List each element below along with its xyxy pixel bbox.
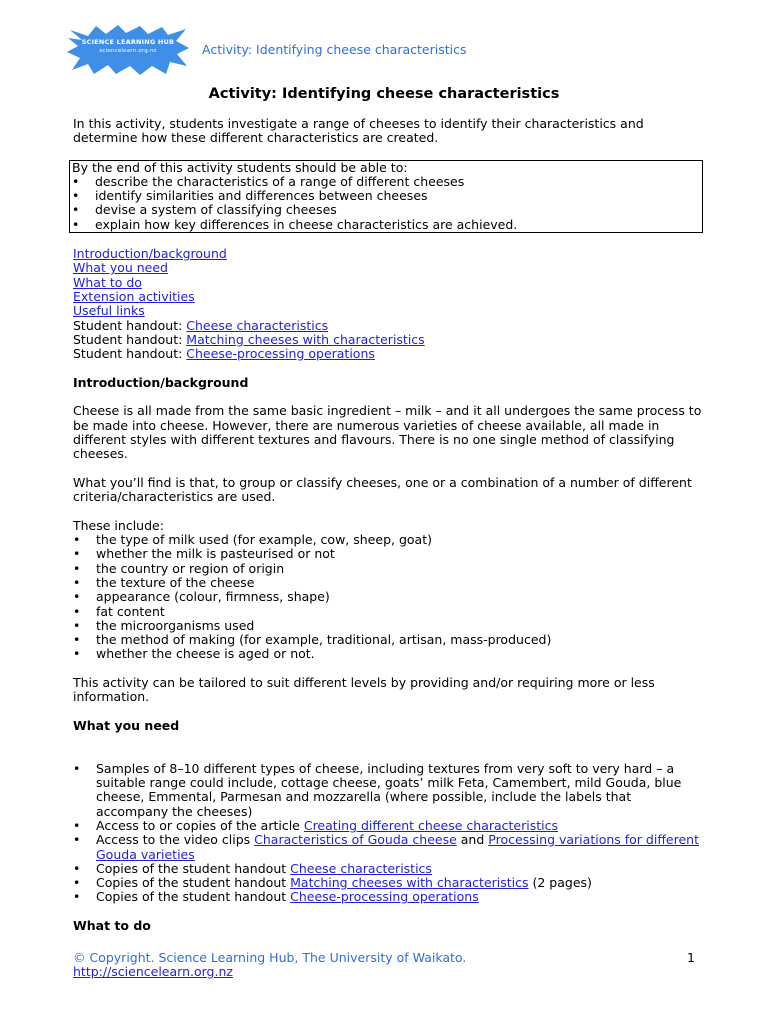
objectives-box bbox=[69, 160, 703, 233]
list-item: • the microorganisms used bbox=[73, 619, 703, 633]
item-text: Copies of the student handout bbox=[96, 860, 291, 876]
link-video-gouda-characteristics[interactable]: Characteristics of Gouda cheese bbox=[254, 832, 457, 848]
science-learning-hub-logo bbox=[66, 24, 190, 76]
item-text: Copies of the student handout bbox=[96, 875, 291, 891]
link-handout-processing-operations[interactable]: Cheese-processing operations bbox=[290, 889, 479, 905]
handout-label: Student handout: bbox=[73, 346, 187, 362]
list-item bbox=[73, 819, 703, 833]
criteria-list bbox=[73, 533, 703, 662]
footer-url-link[interactable]: http://sciencelearn.org.nz bbox=[73, 964, 233, 980]
handout-link-processing-operations[interactable]: Cheese-processing operations bbox=[186, 346, 375, 362]
heading-what-you-need: What you need bbox=[73, 717, 180, 733]
heading-what-to-do: What to do bbox=[73, 918, 151, 934]
list-item bbox=[73, 890, 703, 904]
list-item: • the method of making (for example, traditional, artisan, mass-produced) bbox=[73, 633, 703, 647]
background-paragraph-1: Cheese is all made from the same basic ingredient – milk – and it all undergoes the same process to be made into cheese. However, there are numerous varieties of cheese available, all made in different styles with different textures and flavours. There is no one single method of classifying cheeses. bbox=[73, 403, 702, 462]
list-item: • whether the cheese is aged or not. bbox=[73, 647, 703, 661]
table-of-contents bbox=[73, 247, 703, 361]
item-text: (2 pages) bbox=[528, 875, 592, 891]
page-footer bbox=[73, 951, 695, 980]
intro-paragraph: In this activity, students investigate a range of cheeses to identify their characteristics and determine how these different characteristics are created. bbox=[73, 116, 644, 146]
link-video-processing-variations[interactable]: Processing variations for different Gouda varieties bbox=[96, 832, 699, 862]
document-body bbox=[73, 117, 703, 933]
list-item: • the country or region of origin bbox=[73, 562, 703, 576]
list-item: • the type of milk used (for example, cow, sheep, goat) bbox=[73, 533, 703, 547]
objectives-lead: By the end of this activity students should be able to: bbox=[72, 159, 408, 175]
logo-name: SCIENCE LEARNING HUB bbox=[81, 38, 175, 46]
objectives-list bbox=[72, 175, 698, 232]
list-item: • the texture of the cheese bbox=[73, 576, 703, 590]
list-item: • appearance (colour, firmness, shape) bbox=[73, 590, 703, 604]
link-handout-cheese-characteristics[interactable]: Cheese characteristics bbox=[290, 860, 432, 876]
link-creating-cheese-characteristics[interactable]: Creating different cheese characteristics bbox=[303, 817, 559, 833]
toc-link-what-you-need[interactable]: What you need bbox=[73, 260, 168, 276]
list-item: • identify similarities and differences between cheeses bbox=[72, 189, 698, 203]
page-number: 1 bbox=[687, 950, 695, 965]
item-text: Access to the video clips bbox=[96, 832, 255, 848]
page-title: Activity: Identifying cheese characteristics bbox=[208, 86, 560, 102]
list-item: • describe the characteristics of a range of different cheeses bbox=[72, 175, 698, 189]
item-text: Access to or copies of the article bbox=[96, 817, 304, 833]
link-handout-matching-cheeses[interactable]: Matching cheeses with characteristics bbox=[290, 875, 529, 891]
background-paragraph-2: What you’ll find is that, to group or classify cheeses, one or a combination of a number of different criteria/characteristics are used. bbox=[73, 474, 692, 505]
toc-link-extension[interactable]: Extension activities bbox=[73, 288, 195, 304]
list-item bbox=[73, 862, 703, 876]
header-title: Activity: Identifying cheese characteristics bbox=[202, 42, 467, 57]
list-item: • whether the milk is pasteurised or not bbox=[73, 547, 703, 561]
toc-link-what-to-do[interactable]: What to do bbox=[73, 274, 142, 290]
list-item bbox=[73, 876, 703, 890]
handout-link-matching-cheeses[interactable]: Matching cheeses with characteristics bbox=[186, 331, 425, 347]
list-item: • fat content bbox=[73, 605, 703, 619]
logo-url: sciencelearn.org.nz bbox=[99, 48, 157, 54]
item-text: and bbox=[456, 832, 489, 848]
tailoring-paragraph: This activity can be tailored to suit different levels by providing and/or requiring more or less information. bbox=[73, 674, 655, 705]
page-header bbox=[66, 24, 706, 76]
list-item: • devise a system of classifying cheeses bbox=[72, 203, 698, 217]
item-text: Copies of the student handout bbox=[96, 889, 291, 905]
list-item: • Samples of 8–10 different types of cheese, including textures from very soft to very hard – a suitable range could include, cottage cheese, goats’ milk Feta, Camembert, mild Gouda, blue cheese, Emmental, Parmesan and mozzarella (where possible, include the labels that accompany the cheeses) bbox=[73, 762, 703, 819]
handout-label: Student handout: bbox=[73, 317, 187, 333]
list-item: • explain how key differences in cheese characteristics are achieved. bbox=[72, 218, 698, 232]
handout-label: Student handout: bbox=[73, 331, 187, 347]
list-item bbox=[73, 833, 703, 862]
toc-link-introduction[interactable]: Introduction/background bbox=[73, 246, 227, 262]
handout-link-cheese-characteristics[interactable]: Cheese characteristics bbox=[186, 317, 329, 333]
materials-list bbox=[73, 762, 703, 905]
heading-introduction: Introduction/background bbox=[73, 374, 249, 390]
copyright-text: © Copyright. Science Learning Hub, The University of Waikato. bbox=[73, 950, 467, 965]
criteria-lead: These include: bbox=[73, 517, 164, 533]
toc-link-useful-links[interactable]: Useful links bbox=[73, 303, 145, 319]
